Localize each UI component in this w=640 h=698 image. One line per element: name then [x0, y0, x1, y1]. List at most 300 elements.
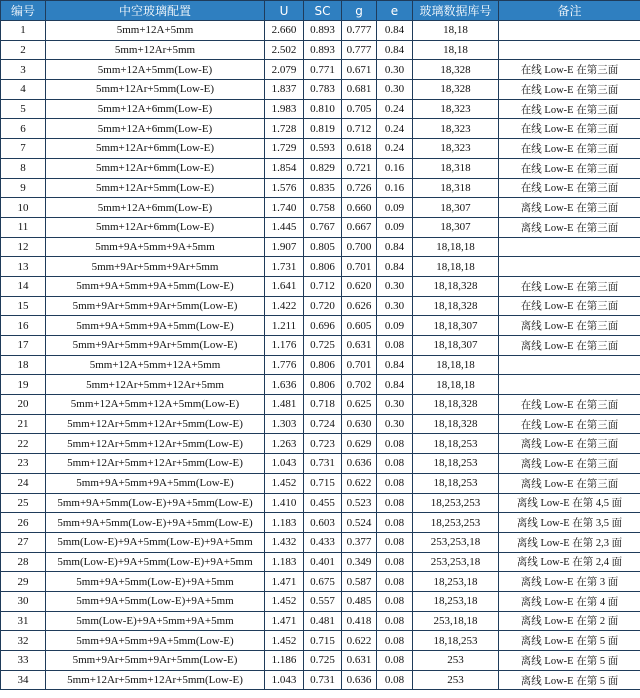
cell-config: 5mm+12A+6mm(Low-E): [46, 119, 265, 139]
cell-db: 18,18,328: [413, 276, 499, 296]
cell-config: 5mm(Low-E)+9A+5mm(Low-E)+9A+5mm: [46, 532, 265, 552]
cell-number: 33: [1, 651, 46, 671]
cell-number: 18: [1, 355, 46, 375]
table-row: [1, 40, 640, 60]
cell-sc: 0.806: [304, 257, 342, 277]
cell-config: 5mm+12Ar+5mm+12Ar+5mm(Low-E): [46, 414, 265, 434]
cell-u: 2.660: [265, 21, 304, 41]
cell-sc: 0.557: [304, 591, 342, 611]
cell-db: 18,18: [413, 40, 499, 60]
cell-e: 0.84: [377, 257, 413, 277]
cell-g: 0.587: [342, 572, 377, 592]
cell-sc: 0.783: [304, 80, 342, 100]
cell-e: 0.16: [377, 158, 413, 178]
cell-sc: 0.767: [304, 217, 342, 237]
cell-g: 0.622: [342, 473, 377, 493]
cell-db: 253: [413, 670, 499, 690]
cell-e: 0.84: [377, 237, 413, 257]
cell-db: 18,18,253: [413, 631, 499, 651]
cell-config: 5mm+9Ar+5mm+9Ar+5mm(Low-E): [46, 336, 265, 356]
table-row: [1, 237, 640, 257]
cell-u: 1.211: [265, 316, 304, 336]
cell-note: 在线 Low-E 在第三面: [499, 99, 640, 119]
cell-u: 1.641: [265, 276, 304, 296]
cell-u: 1.452: [265, 591, 304, 611]
cell-e: 0.09: [377, 198, 413, 218]
table-row: [1, 434, 640, 454]
cell-note: 离线 Low-E 在第 3,5 面: [499, 513, 640, 533]
cell-e: 0.08: [377, 336, 413, 356]
cell-u: 1.731: [265, 257, 304, 277]
cell-db: 18,328: [413, 80, 499, 100]
table-row: [1, 257, 640, 277]
cell-db: 18,18,18: [413, 237, 499, 257]
cell-u: 1.740: [265, 198, 304, 218]
table-row: [1, 532, 640, 552]
cell-sc: 0.675: [304, 572, 342, 592]
cell-u: 1.043: [265, 670, 304, 690]
cell-config: 5mm+12Ar+5mm+12Ar+5mm(Low-E): [46, 670, 265, 690]
cell-g: 0.629: [342, 434, 377, 454]
cell-g: 0.377: [342, 532, 377, 552]
cell-db: 253,253,18: [413, 532, 499, 552]
cell-u: 1.452: [265, 473, 304, 493]
cell-db: 18,18,328: [413, 296, 499, 316]
cell-number: 20: [1, 395, 46, 415]
cell-note: 在线 Low-E 在第三面: [499, 178, 640, 198]
cell-number: 13: [1, 257, 46, 277]
cell-number: 10: [1, 198, 46, 218]
cell-db: 18,18,328: [413, 395, 499, 415]
cell-note: 在线 Low-E 在第三面: [499, 414, 640, 434]
cell-g: 0.630: [342, 414, 377, 434]
cell-g: 0.701: [342, 355, 377, 375]
cell-note: [499, 257, 640, 277]
cell-g: 0.777: [342, 40, 377, 60]
cell-g: 0.524: [342, 513, 377, 533]
cell-e: 0.24: [377, 119, 413, 139]
cell-sc: 0.819: [304, 119, 342, 139]
table-row: [1, 139, 640, 159]
cell-config: 5mm+9A+5mm+9A+5mm(Low-E): [46, 631, 265, 651]
cell-g: 0.712: [342, 119, 377, 139]
cell-u: 1.432: [265, 532, 304, 552]
cell-note: 离线 Low-E 在第 2,4 面: [499, 552, 640, 572]
cell-u: 1.576: [265, 178, 304, 198]
cell-number: 22: [1, 434, 46, 454]
cell-db: 18,307: [413, 217, 499, 237]
cell-db: 18,18,18: [413, 355, 499, 375]
cell-note: 离线 Low-E 在第 2 面: [499, 611, 640, 631]
cell-sc: 0.603: [304, 513, 342, 533]
cell-note: [499, 355, 640, 375]
table-row: [1, 552, 640, 572]
cell-config: 5mm+12Ar+6mm(Low-E): [46, 217, 265, 237]
cell-sc: 0.715: [304, 631, 342, 651]
table-row: [1, 99, 640, 119]
cell-sc: 0.433: [304, 532, 342, 552]
cell-g: 0.636: [342, 454, 377, 474]
cell-note: [499, 237, 640, 257]
cell-note: 在线 Low-E 在第三面: [499, 296, 640, 316]
cell-g: 0.625: [342, 395, 377, 415]
table-row: [1, 355, 640, 375]
cell-db: 253: [413, 651, 499, 671]
cell-u: 1.452: [265, 631, 304, 651]
cell-db: 18,318: [413, 178, 499, 198]
cell-e: 0.08: [377, 473, 413, 493]
cell-config: 5mm+12Ar+5mm: [46, 40, 265, 60]
cell-number: 30: [1, 591, 46, 611]
cell-sc: 0.455: [304, 493, 342, 513]
header-number: 编号: [1, 1, 46, 21]
cell-number: 26: [1, 513, 46, 533]
cell-config: 5mm+12A+5mm+12A+5mm: [46, 355, 265, 375]
cell-sc: 0.593: [304, 139, 342, 159]
cell-db: 18,18,18: [413, 375, 499, 395]
table-row: [1, 158, 640, 178]
table-row: [1, 276, 640, 296]
cell-note: 离线 Low-E 在第三面: [499, 336, 640, 356]
cell-config: 5mm+12Ar+5mm+12Ar+5mm(Low-E): [46, 434, 265, 454]
cell-note: 离线 Low-E 在第 5 面: [499, 670, 640, 690]
cell-g: 0.681: [342, 80, 377, 100]
header-sc: SC: [304, 1, 342, 21]
cell-number: 8: [1, 158, 46, 178]
table-row: [1, 473, 640, 493]
cell-db: 253,18,18: [413, 611, 499, 631]
cell-u: 1.186: [265, 651, 304, 671]
cell-e: 0.30: [377, 60, 413, 80]
cell-number: 7: [1, 139, 46, 159]
cell-e: 0.30: [377, 276, 413, 296]
cell-note: 离线 Low-E 在第 5 面: [499, 651, 640, 671]
cell-sc: 0.806: [304, 355, 342, 375]
cell-number: 6: [1, 119, 46, 139]
table-row: [1, 316, 640, 336]
cell-g: 0.622: [342, 631, 377, 651]
cell-g: 0.726: [342, 178, 377, 198]
cell-number: 27: [1, 532, 46, 552]
cell-number: 28: [1, 552, 46, 572]
cell-e: 0.30: [377, 80, 413, 100]
table-row: [1, 80, 640, 100]
cell-e: 0.08: [377, 434, 413, 454]
cell-db: 18,18: [413, 21, 499, 41]
cell-config: 5mm+12A+6mm(Low-E): [46, 198, 265, 218]
cell-g: 0.777: [342, 21, 377, 41]
cell-sc: 0.829: [304, 158, 342, 178]
header-config: 中空玻璃配置: [46, 1, 265, 21]
cell-e: 0.08: [377, 631, 413, 651]
cell-e: 0.08: [377, 552, 413, 572]
cell-number: 16: [1, 316, 46, 336]
cell-e: 0.08: [377, 651, 413, 671]
cell-db: 18,18,253: [413, 454, 499, 474]
table-row: [1, 178, 640, 198]
cell-sc: 0.731: [304, 670, 342, 690]
cell-number: 11: [1, 217, 46, 237]
cell-note: 在线 Low-E 在第三面: [499, 119, 640, 139]
table-row: [1, 611, 640, 631]
table-row: [1, 670, 640, 690]
cell-number: 19: [1, 375, 46, 395]
cell-u: 1.481: [265, 395, 304, 415]
cell-sc: 0.401: [304, 552, 342, 572]
cell-config: 5mm+9Ar+5mm+9Ar+5mm(Low-E): [46, 296, 265, 316]
cell-note: [499, 21, 640, 41]
table-row: [1, 21, 640, 41]
cell-db: 18,318: [413, 158, 499, 178]
cell-number: 15: [1, 296, 46, 316]
cell-config: 5mm+9A+5mm(Low-E)+9A+5mm: [46, 591, 265, 611]
table-row: [1, 119, 640, 139]
cell-g: 0.631: [342, 336, 377, 356]
cell-number: 3: [1, 60, 46, 80]
cell-u: 1.854: [265, 158, 304, 178]
cell-sc: 0.805: [304, 237, 342, 257]
cell-u: 1.263: [265, 434, 304, 454]
cell-u: 1.728: [265, 119, 304, 139]
cell-config: 5mm+12A+5mm+12A+5mm(Low-E): [46, 395, 265, 415]
table-header-row: [1, 1, 640, 21]
cell-db: 18,307: [413, 198, 499, 218]
cell-db: 18,18,253: [413, 434, 499, 454]
cell-number: 23: [1, 454, 46, 474]
cell-db: 18,18,18: [413, 257, 499, 277]
table-row: [1, 591, 640, 611]
cell-note: 离线 Low-E 在第三面: [499, 454, 640, 474]
table-row: [1, 336, 640, 356]
cell-g: 0.702: [342, 375, 377, 395]
cell-g: 0.667: [342, 217, 377, 237]
cell-number: 1: [1, 21, 46, 41]
table-row: [1, 414, 640, 434]
cell-sc: 0.725: [304, 651, 342, 671]
cell-number: 25: [1, 493, 46, 513]
table-row: [1, 395, 640, 415]
cell-u: 1.907: [265, 237, 304, 257]
cell-e: 0.08: [377, 493, 413, 513]
cell-number: 31: [1, 611, 46, 631]
cell-u: 1.303: [265, 414, 304, 434]
cell-db: 253,253,18: [413, 552, 499, 572]
cell-db: 18,323: [413, 99, 499, 119]
cell-config: 5mm+9A+5mm(Low-E)+9A+5mm(Low-E): [46, 493, 265, 513]
table-row: [1, 572, 640, 592]
cell-db: 18,18,328: [413, 414, 499, 434]
cell-db: 18,18,307: [413, 336, 499, 356]
cell-sc: 0.720: [304, 296, 342, 316]
cell-config: 5mm+12A+5mm(Low-E): [46, 60, 265, 80]
cell-g: 0.605: [342, 316, 377, 336]
header-db: 玻璃数据库号: [413, 1, 499, 21]
cell-db: 18,253,253: [413, 513, 499, 533]
cell-g: 0.660: [342, 198, 377, 218]
cell-sc: 0.810: [304, 99, 342, 119]
cell-e: 0.08: [377, 591, 413, 611]
cell-u: 1.445: [265, 217, 304, 237]
cell-number: 12: [1, 237, 46, 257]
cell-g: 0.636: [342, 670, 377, 690]
cell-note: 在线 Low-E 在第三面: [499, 395, 640, 415]
cell-config: 5mm(Low-E)+9A+5mm(Low-E)+9A+5mm: [46, 552, 265, 572]
cell-e: 0.24: [377, 139, 413, 159]
cell-config: 5mm+9Ar+5mm+9Ar+5mm(Low-E): [46, 651, 265, 671]
cell-config: 5mm+12Ar+5mm+12Ar+5mm: [46, 375, 265, 395]
cell-u: 1.471: [265, 572, 304, 592]
cell-number: 9: [1, 178, 46, 198]
cell-number: 14: [1, 276, 46, 296]
cell-db: 18,323: [413, 119, 499, 139]
cell-g: 0.631: [342, 651, 377, 671]
table-row: [1, 60, 640, 80]
cell-number: 29: [1, 572, 46, 592]
cell-u: 1.410: [265, 493, 304, 513]
table-row: [1, 513, 640, 533]
cell-sc: 0.481: [304, 611, 342, 631]
cell-g: 0.626: [342, 296, 377, 316]
cell-g: 0.485: [342, 591, 377, 611]
cell-u: 1.471: [265, 611, 304, 631]
cell-g: 0.721: [342, 158, 377, 178]
cell-db: 18,328: [413, 60, 499, 80]
cell-e: 0.24: [377, 99, 413, 119]
cell-config: 5mm+9A+5mm+9A+5mm(Low-E): [46, 316, 265, 336]
cell-config: 5mm+12Ar+6mm(Low-E): [46, 139, 265, 159]
table-row: [1, 631, 640, 651]
cell-db: 18,253,253: [413, 493, 499, 513]
cell-note: 在线 Low-E 在第三面: [499, 80, 640, 100]
cell-u: 2.502: [265, 40, 304, 60]
cell-note: 在线 Low-E 在第三面: [499, 158, 640, 178]
header-u: U: [265, 1, 304, 21]
cell-number: 17: [1, 336, 46, 356]
cell-e: 0.08: [377, 454, 413, 474]
cell-g: 0.620: [342, 276, 377, 296]
cell-config: 5mm+12Ar+5mm+12Ar+5mm(Low-E): [46, 454, 265, 474]
cell-g: 0.701: [342, 257, 377, 277]
cell-sc: 0.723: [304, 434, 342, 454]
cell-note: 离线 Low-E 在第三面: [499, 217, 640, 237]
cell-u: 1.043: [265, 454, 304, 474]
cell-config: 5mm(Low-E)+9A+5mm+9A+5mm: [46, 611, 265, 631]
cell-u: 1.776: [265, 355, 304, 375]
cell-e: 0.08: [377, 670, 413, 690]
cell-e: 0.16: [377, 178, 413, 198]
cell-sc: 0.806: [304, 375, 342, 395]
cell-number: 5: [1, 99, 46, 119]
cell-u: 1.983: [265, 99, 304, 119]
cell-g: 0.349: [342, 552, 377, 572]
cell-e: 0.08: [377, 513, 413, 533]
table-row: [1, 375, 640, 395]
cell-u: 2.079: [265, 60, 304, 80]
cell-note: 在线 Low-E 在第三面: [499, 139, 640, 159]
cell-note: 离线 Low-E 在第 3 面: [499, 572, 640, 592]
cell-u: 1.837: [265, 80, 304, 100]
cell-g: 0.618: [342, 139, 377, 159]
cell-config: 5mm+12Ar+5mm(Low-E): [46, 178, 265, 198]
cell-note: 离线 Low-E 在第三面: [499, 198, 640, 218]
cell-note: 离线 Low-E 在第 2,3 面: [499, 532, 640, 552]
cell-number: 2: [1, 40, 46, 60]
cell-note: 离线 Low-E 在第三面: [499, 316, 640, 336]
cell-g: 0.705: [342, 99, 377, 119]
cell-note: 离线 Low-E 在第 5 面: [499, 631, 640, 651]
table-row: [1, 198, 640, 218]
cell-config: 5mm+9A+5mm(Low-E)+9A+5mm: [46, 572, 265, 592]
cell-e: 0.08: [377, 611, 413, 631]
cell-note: 离线 Low-E 在第 4,5 面: [499, 493, 640, 513]
cell-e: 0.30: [377, 296, 413, 316]
cell-e: 0.84: [377, 375, 413, 395]
cell-sc: 0.893: [304, 40, 342, 60]
cell-config: 5mm+12A+5mm: [46, 21, 265, 41]
cell-u: 1.636: [265, 375, 304, 395]
cell-e: 0.09: [377, 217, 413, 237]
cell-config: 5mm+9A+5mm+9A+5mm(Low-E): [46, 276, 265, 296]
cell-config: 5mm+9A+5mm+9A+5mm(Low-E): [46, 473, 265, 493]
cell-g: 0.671: [342, 60, 377, 80]
cell-note: 在线 Low-E 在第三面: [499, 60, 640, 80]
table-row: [1, 454, 640, 474]
cell-config: 5mm+9A+5mm+9A+5mm: [46, 237, 265, 257]
cell-note: [499, 40, 640, 60]
cell-sc: 0.893: [304, 21, 342, 41]
cell-e: 0.84: [377, 40, 413, 60]
cell-g: 0.523: [342, 493, 377, 513]
cell-sc: 0.725: [304, 336, 342, 356]
header-g: g: [342, 1, 377, 21]
cell-u: 1.183: [265, 552, 304, 572]
cell-u: 1.422: [265, 296, 304, 316]
cell-sc: 0.835: [304, 178, 342, 198]
cell-e: 0.84: [377, 355, 413, 375]
cell-number: 34: [1, 670, 46, 690]
cell-note: 在线 Low-E 在第三面: [499, 276, 640, 296]
cell-e: 0.30: [377, 414, 413, 434]
table-body: [1, 21, 640, 690]
cell-config: 5mm+12A+6mm(Low-E): [46, 99, 265, 119]
cell-u: 1.176: [265, 336, 304, 356]
cell-number: 21: [1, 414, 46, 434]
cell-db: 18,18,253: [413, 473, 499, 493]
cell-note: [499, 375, 640, 395]
cell-sc: 0.724: [304, 414, 342, 434]
cell-config: 5mm+9A+5mm(Low-E)+9A+5mm(Low-E): [46, 513, 265, 533]
cell-note: 离线 Low-E 在第三面: [499, 473, 640, 493]
cell-sc: 0.731: [304, 454, 342, 474]
cell-e: 0.09: [377, 316, 413, 336]
cell-sc: 0.712: [304, 276, 342, 296]
cell-e: 0.08: [377, 572, 413, 592]
cell-config: 5mm+12Ar+5mm(Low-E): [46, 80, 265, 100]
cell-number: 24: [1, 473, 46, 493]
cell-g: 0.700: [342, 237, 377, 257]
cell-g: 0.418: [342, 611, 377, 631]
cell-db: 18,323: [413, 139, 499, 159]
cell-db: 18,253,18: [413, 591, 499, 611]
cell-e: 0.84: [377, 21, 413, 41]
cell-db: 18,18,307: [413, 316, 499, 336]
header-note: 备注: [499, 1, 640, 21]
cell-note: 离线 Low-E 在第三面: [499, 434, 640, 454]
cell-config: 5mm+12Ar+6mm(Low-E): [46, 158, 265, 178]
cell-u: 1.183: [265, 513, 304, 533]
cell-u: 1.729: [265, 139, 304, 159]
cell-e: 0.30: [377, 395, 413, 415]
